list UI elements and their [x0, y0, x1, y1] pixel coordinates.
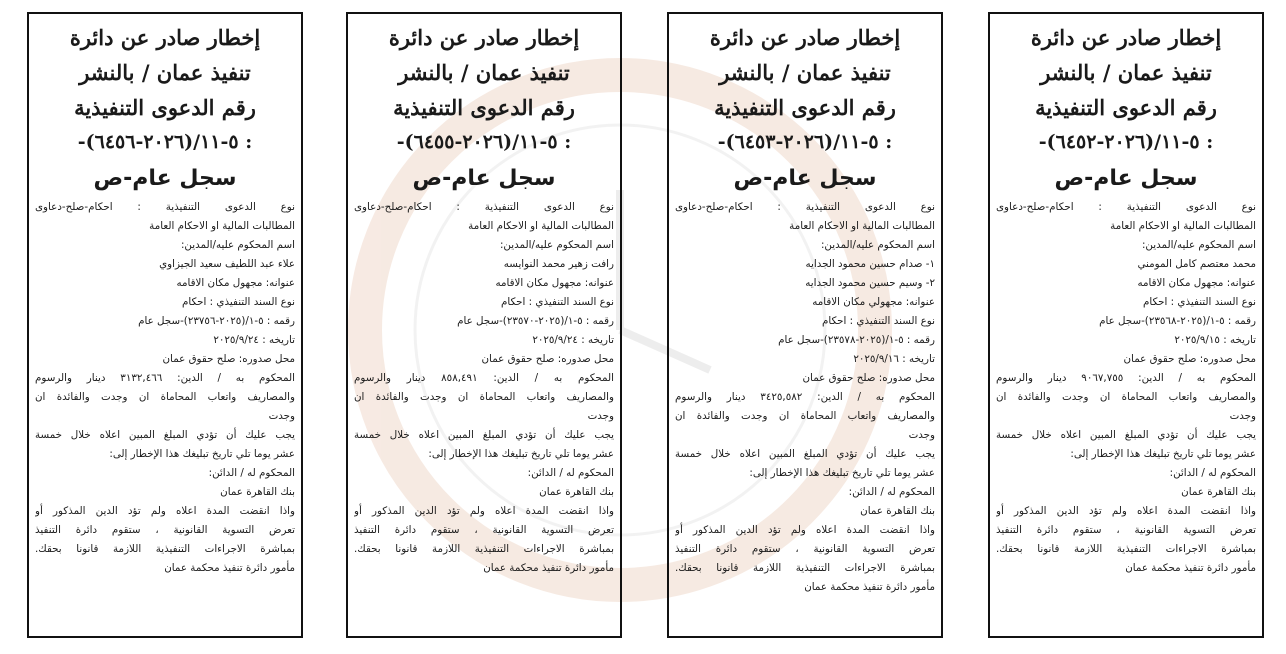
- instrument-number: رقمه : ٥-١/(٢٠٢٥-٢٣٥٦٨)-سجل عام: [1099, 315, 1256, 327]
- creditor-name: بنك القاهرة عمان: [539, 486, 614, 498]
- notice-body: [675, 198, 935, 597]
- instrument-type: نوع السند التنفيذي : احكام: [821, 315, 935, 327]
- case-number-label: رقم الدعوى التنفيذية: [74, 95, 256, 120]
- debtor-address: عنوانه: مجهولي مكان الاقامه: [812, 296, 935, 308]
- warning-text-3: بمباشرة الاجراءات التنفيذية اللازمة قانونا بحقك.: [996, 543, 1256, 555]
- case-type-line-2: المطالبات المالية او الاحكام العامة: [149, 220, 295, 232]
- instrument-date: تاريخه : ٢٠٢٥/٩/٢٤: [532, 334, 614, 346]
- notice-body: [996, 198, 1256, 578]
- judgment-amount-3: وجدت: [268, 410, 295, 422]
- judgment-amount-2: والمصاريف واتعاب المحاماة ان وجدت والفائدة ان: [354, 391, 614, 403]
- judgment-amount-2: والمصاريف واتعاب المحاماة ان وجدت والفائدة ان: [35, 391, 295, 403]
- notice-department: تنفيذ عمان / بالنشر: [1040, 60, 1212, 85]
- instrument-date: تاريخه : ٢٠٢٥/٩/١٦: [853, 353, 935, 365]
- judgment-amount: المحكوم به / الدين: ٩٠٦٧,٧٥٥ دينار والرسوم: [996, 372, 1256, 384]
- case-type-line: نوع الدعوى التنفيذية : احكام-صلح-دعاوى: [354, 201, 614, 213]
- creditor-label: المحكوم له / الدائن:: [208, 467, 295, 479]
- debtor-name-1: ١- صدام حسين محمود الجدايه: [805, 258, 935, 270]
- notice-6453: [667, 12, 943, 638]
- warning-text: واذا انقضت المدة اعلاه ولم تؤد الدين المذكور أو: [996, 505, 1256, 517]
- notice-6452: [988, 12, 1264, 638]
- creditor-name: بنك القاهرة عمان: [1181, 486, 1256, 498]
- debtor-label: اسم المحكوم عليه/المدين:: [820, 239, 935, 251]
- debtor-name: علاء عبد اللطيف سعيد الجيزاوي: [159, 258, 295, 270]
- judgment-amount: المحكوم به / الدين: ٣٤٢٥,٥٨٢ دينار والرسوم: [675, 391, 935, 403]
- debtor-name: محمد معتصم كامل المومني: [1137, 258, 1256, 270]
- judgment-amount: المحكوم به / الدين: ٨٥٨,٤٩١ دينار والرسوم: [354, 372, 614, 384]
- case-type-line-2: المطالبات المالية او الاحكام العامة: [789, 220, 935, 232]
- creditor-name: بنك القاهرة عمان: [220, 486, 295, 498]
- warning-text-2: تعرض التسوية القانونية ، ستقوم دائرة التنفيذ: [996, 524, 1256, 536]
- signature-line: مأمور دائرة تنفيذ محكمة عمان: [804, 581, 935, 593]
- payment-instruction-2: عشر يوما تلي تاريخ تبليغك هذا الإخطار إلى:: [428, 448, 614, 460]
- debtor-name: رافت زهير محمد النوايسه: [503, 258, 614, 270]
- signature-line: مأمور دائرة تنفيذ محكمة عمان: [483, 562, 614, 574]
- register-type: سجل عام-ص: [412, 166, 556, 191]
- payment-instruction: يجب عليك أن تؤدي المبلغ المبين اعلاه خلال خمسة: [35, 429, 295, 441]
- instrument-type: نوع السند التنفيذي : احكام: [500, 296, 614, 308]
- debtor-address: عنوانه: مجهول مكان الاقامه: [1137, 277, 1256, 289]
- debtor-label: اسم المحكوم عليه/المدين:: [180, 239, 295, 251]
- register-type: سجل عام-ص: [1054, 166, 1198, 191]
- judgment-amount-2: والمصاريف واتعاب المحاماة ان وجدت والفائدة ان: [996, 391, 1256, 403]
- debtor-address: عنوانه: مجهول مكان الاقامه: [495, 277, 614, 289]
- creditor-name: بنك القاهرة عمان: [860, 505, 935, 517]
- warning-text-2: تعرض التسوية القانونية ، ستقوم دائرة التنفيذ: [354, 524, 614, 536]
- case-type-line-2: المطالبات المالية او الاحكام العامة: [468, 220, 614, 232]
- register-type: سجل عام-ص: [93, 166, 237, 191]
- warning-text-2: تعرض التسوية القانونية ، ستقوم دائرة التنفيذ: [675, 543, 935, 555]
- instrument-date: تاريخه : ٢٠٢٥/٩/١٥: [1174, 334, 1256, 346]
- payment-instruction-2: عشر يوما تلي تاريخ تبليغك هذا الإخطار إلى:: [109, 448, 295, 460]
- creditor-label: المحكوم له / الدائن:: [1169, 467, 1256, 479]
- debtor-label: اسم المحكوم عليه/المدين:: [499, 239, 614, 251]
- notice-department: تنفيذ عمان / بالنشر: [398, 60, 570, 85]
- notice-title: إخطار صادر عن دائرة: [1030, 25, 1222, 50]
- notice-department: تنفيذ عمان / بالنشر: [79, 60, 251, 85]
- judgment-amount-3: وجدت: [1229, 410, 1256, 422]
- instrument-type: نوع السند التنفيذي : احكام: [1142, 296, 1256, 308]
- issuing-court: محل صدوره: صلح حقوق عمان: [802, 372, 935, 384]
- warning-text-3: بمباشرة الاجراءات التنفيذية اللازمة قانونا بحقك.: [35, 543, 295, 555]
- payment-instruction: يجب عليك أن تؤدي المبلغ المبين اعلاه خلال خمسة: [675, 448, 935, 460]
- case-type-line: نوع الدعوى التنفيذية : احكام-صلح-دعاوى: [996, 201, 1256, 213]
- instrument-date: تاريخه : ٢٠٢٥/٩/٢٤: [213, 334, 295, 346]
- notice-6456: [27, 12, 303, 638]
- notice-title: إخطار صادر عن دائرة: [388, 25, 580, 50]
- debtor-label: اسم المحكوم عليه/المدين:: [1141, 239, 1256, 251]
- debtor-address: عنوانه: مجهول مكان الاقامه: [176, 277, 295, 289]
- case-number: : ٥-١١/(٢٠٢٦-٦٤٥٦)-: [77, 131, 253, 153]
- warning-text: واذا انقضت المدة اعلاه ولم تؤد الدين المذكور أو: [354, 505, 614, 517]
- warning-text-3: بمباشرة الاجراءات التنفيذية اللازمة قانونا بحقك.: [354, 543, 614, 555]
- register-type: سجل عام-ص: [733, 166, 877, 191]
- notice-title: إخطار صادر عن دائرة: [69, 25, 261, 50]
- payment-instruction: يجب عليك أن تؤدي المبلغ المبين اعلاه خلال خمسة: [354, 429, 614, 441]
- payment-instruction-2: عشر يوما تلي تاريخ تبليغك هذا الإخطار إلى:: [1070, 448, 1256, 460]
- case-type-line: نوع الدعوى التنفيذية : احكام-صلح-دعاوى: [675, 201, 935, 213]
- instrument-number: رقمه : ٥-١/(٢٠٢٥-٢٣٥٧٠)-سجل عام: [457, 315, 614, 327]
- notice-6455: [346, 12, 622, 638]
- warning-text-2: تعرض التسوية القانونية ، ستقوم دائرة التنفيذ: [35, 524, 295, 536]
- issuing-court: محل صدوره: صلح حقوق عمان: [1123, 353, 1256, 365]
- creditor-label: المحكوم له / الدائن:: [848, 486, 935, 498]
- signature-line: مأمور دائرة تنفيذ محكمة عمان: [1125, 562, 1256, 574]
- notice-header: [675, 20, 935, 160]
- notice-header: [996, 20, 1256, 160]
- notice-department: تنفيذ عمان / بالنشر: [719, 60, 891, 85]
- notice-header: [354, 20, 614, 160]
- instrument-number: رقمه : ٥-١/(٢٠٢٥-٢٣٧٥٦)-سجل عام: [138, 315, 295, 327]
- case-type-line-2: المطالبات المالية او الاحكام العامة: [1110, 220, 1256, 232]
- notice-header: [35, 20, 295, 160]
- judgment-amount-3: وجدت: [587, 410, 614, 422]
- warning-text: واذا انقضت المدة اعلاه ولم تؤد الدين المذكور أو: [35, 505, 295, 517]
- case-number: : ٥-١١/(٢٠٢٦-٦٤٥٣)-: [717, 131, 893, 153]
- case-number: : ٥-١١/(٢٠٢٦-٦٤٥٢)-: [1038, 131, 1214, 153]
- signature-line: مأمور دائرة تنفيذ محكمة عمان: [164, 562, 295, 574]
- debtor-name-2: ٢- وسيم حسين محمود الجدايه: [805, 277, 935, 289]
- notice-title: إخطار صادر عن دائرة: [709, 25, 901, 50]
- case-number-label: رقم الدعوى التنفيذية: [714, 95, 896, 120]
- judgment-amount: المحكوم به / الدين: ٣١٣٢,٤٦٦ دينار والرسوم: [35, 372, 295, 384]
- case-type-line: نوع الدعوى التنفيذية : احكام-صلح-دعاوى: [35, 201, 295, 213]
- issuing-court: محل صدوره: صلح حقوق عمان: [481, 353, 614, 365]
- case-number-label: رقم الدعوى التنفيذية: [393, 95, 575, 120]
- case-number: : ٥-١١/(٢٠٢٦-٦٤٥٥)-: [396, 131, 572, 153]
- notice-body: [354, 198, 614, 578]
- notice-body: [35, 198, 295, 578]
- payment-instruction: يجب عليك أن تؤدي المبلغ المبين اعلاه خلال خمسة: [996, 429, 1256, 441]
- issuing-court: محل صدوره: صلح حقوق عمان: [162, 353, 295, 365]
- judgment-amount-3: وجدت: [908, 429, 935, 441]
- instrument-type: نوع السند التنفيذي : احكام: [181, 296, 295, 308]
- warning-text-3: بمباشرة الاجراءات التنفيذية اللازمة قانونا بحقك.: [675, 562, 935, 574]
- warning-text: واذا انقضت المدة اعلاه ولم تؤد الدين المذكور أو: [675, 524, 935, 536]
- instrument-number: رقمه : ٥-١/(٢٠٢٥-٢٣٥٧٨)-سجل عام: [778, 334, 935, 346]
- creditor-label: المحكوم له / الدائن:: [527, 467, 614, 479]
- case-number-label: رقم الدعوى التنفيذية: [1035, 95, 1217, 120]
- judgment-amount-2: والمصاريف واتعاب المحاماة ان وجدت والفائدة ان: [675, 410, 935, 422]
- payment-instruction-2: عشر يوما تلي تاريخ تبليغك هذا الإخطار إلى:: [749, 467, 935, 479]
